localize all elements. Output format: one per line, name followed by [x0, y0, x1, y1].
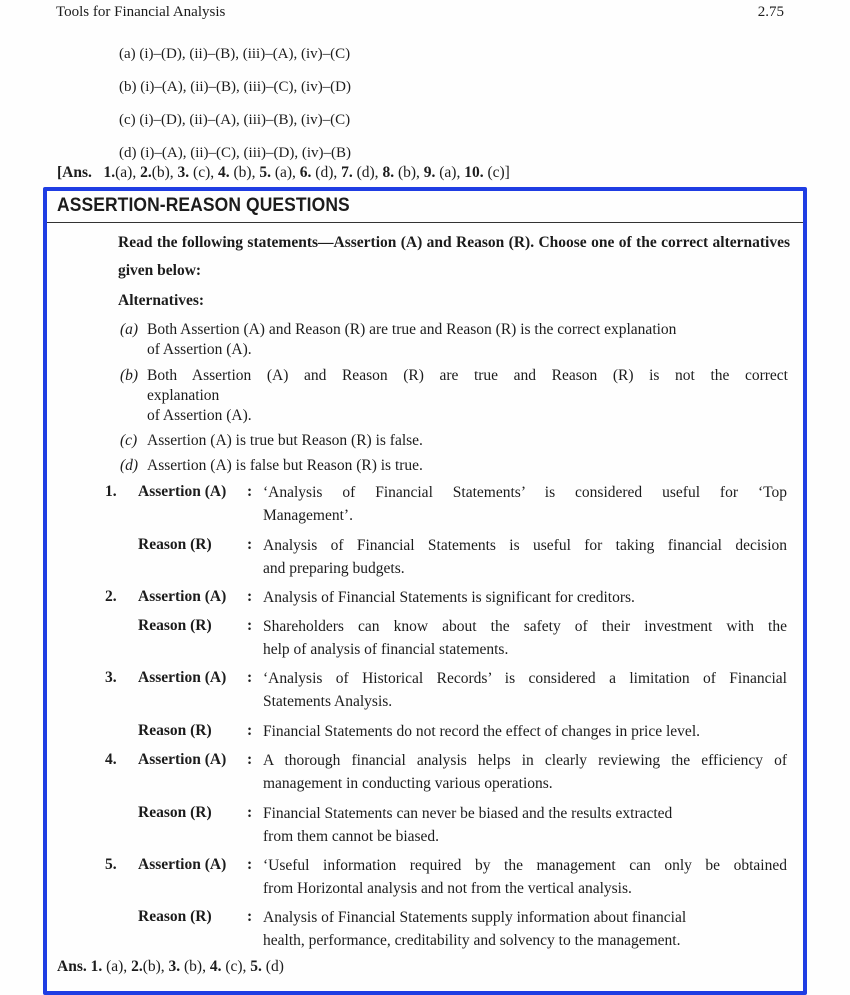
colon: :: [247, 722, 253, 739]
reason-label: Reason (R): [138, 722, 212, 739]
alternatives-heading: Alternatives:: [118, 292, 205, 309]
mcq-option-b: (b) (i)–(A), (ii)–(B), (iii)–(C), (iv)–(D): [119, 79, 352, 95]
reason-label: Reason (R): [138, 536, 212, 553]
reason-label: Reason (R): [138, 908, 212, 925]
page-number: 2.75: [757, 4, 784, 20]
reason-text: Analysis of Financial Statements supply information about financial health, performance, creditability and solvency to the management.: [263, 909, 687, 949]
alternative-a: (a) Both Assertion (A) and Reason (R) are true and Reason (R) is the correct explanation of Assertion (A).: [120, 321, 677, 358]
question-number: 1.: [105, 483, 117, 500]
reason-label: Reason (R): [138, 804, 212, 821]
colon: :: [247, 483, 253, 500]
assertion-text: ‘Useful information required by the management can only be obtained from Horizontal analysis and not from the vertical analysis.: [263, 857, 787, 897]
alternative-c: (c) Assertion (A) is true but Reason (R) is false.: [120, 432, 423, 449]
colon: :: [247, 669, 253, 686]
assertion-label: Assertion (A): [138, 856, 227, 873]
running-header-title: Tools for Financial Analysis: [56, 4, 226, 20]
assertion-label: Assertion (A): [138, 669, 227, 686]
alternative-d: (d) Assertion (A) is false but Reason (R) is true.: [120, 457, 423, 474]
answer-key-mcq: [Ans. 1.(a), 2.(b), 3. (c), 4. (b), 5. (a), 6. (d), 7. (d), 8. (b), 9. (a), 10. (c)]: [57, 164, 510, 181]
question-number: 3.: [105, 669, 117, 686]
reason-label: Reason (R): [138, 617, 212, 634]
assertion-text: ‘Analysis of Financial Statements’ is considered useful for ‘Top Management’.: [263, 484, 787, 524]
colon: :: [247, 804, 253, 821]
mcq-option-d: (d) (i)–(A), (ii)–(C), (iii)–(D), (iv)–(B): [119, 145, 352, 161]
alternative-b: (b) Both Assertion (A) and Reason (R) are true and Reason (R) is not the correct explanation of Assertion (A).: [120, 367, 788, 424]
answer-key-open: [Ans.: [57, 164, 92, 181]
title-divider: [47, 222, 803, 223]
mcq-option-a: (a) (i)–(D), (ii)–(B), (iii)–(A), (iv)–(C): [119, 46, 351, 62]
reason-text: Shareholders can know about the safety of their investment with the help of analysis of financial statements.: [263, 618, 787, 658]
colon: :: [247, 617, 253, 634]
question-number: 5.: [105, 856, 117, 873]
reason-text: Analysis of Financial Statements is useful for taking financial decision and preparing budgets.: [263, 537, 787, 577]
assertion-text: ‘Analysis of Historical Records’ is considered a limitation of Financial Statements Analysis.: [263, 670, 787, 710]
section-title: ASSERTION-REASON QUESTIONS: [57, 195, 350, 216]
assertion-text: Analysis of Financial Statements is significant for creditors.: [263, 589, 635, 606]
section-intro: Read the following statements—Assertion (A) and Reason (R). Choose one of the correct alternatives given below:: [118, 234, 790, 279]
colon: :: [247, 588, 253, 605]
colon: :: [247, 856, 253, 873]
assertion-label: Assertion (A): [138, 483, 227, 500]
colon: :: [247, 908, 253, 925]
assertion-label: Assertion (A): [138, 751, 227, 768]
assertion-text: A thorough financial analysis helps in clearly reviewing the efficiency of management in conducting various operations.: [263, 752, 787, 792]
question-number: 4.: [105, 751, 117, 768]
question-number: 2.: [105, 588, 117, 605]
answer-key-assertion-reason: Ans. 1. (a), 2.(b), 3. (b), 4. (c), 5. (d): [57, 958, 284, 975]
colon: :: [247, 751, 253, 768]
assertion-label: Assertion (A): [138, 588, 227, 605]
mcq-option-c: (c) (i)–(D), (ii)–(A), (iii)–(B), (iv)–(C): [119, 112, 351, 128]
colon: :: [247, 536, 253, 553]
reason-text: Financial Statements can never be biased and the results extracted from them cannot be biased.: [263, 805, 673, 845]
reason-text: Financial Statements do not record the effect of changes in price level.: [263, 723, 700, 740]
